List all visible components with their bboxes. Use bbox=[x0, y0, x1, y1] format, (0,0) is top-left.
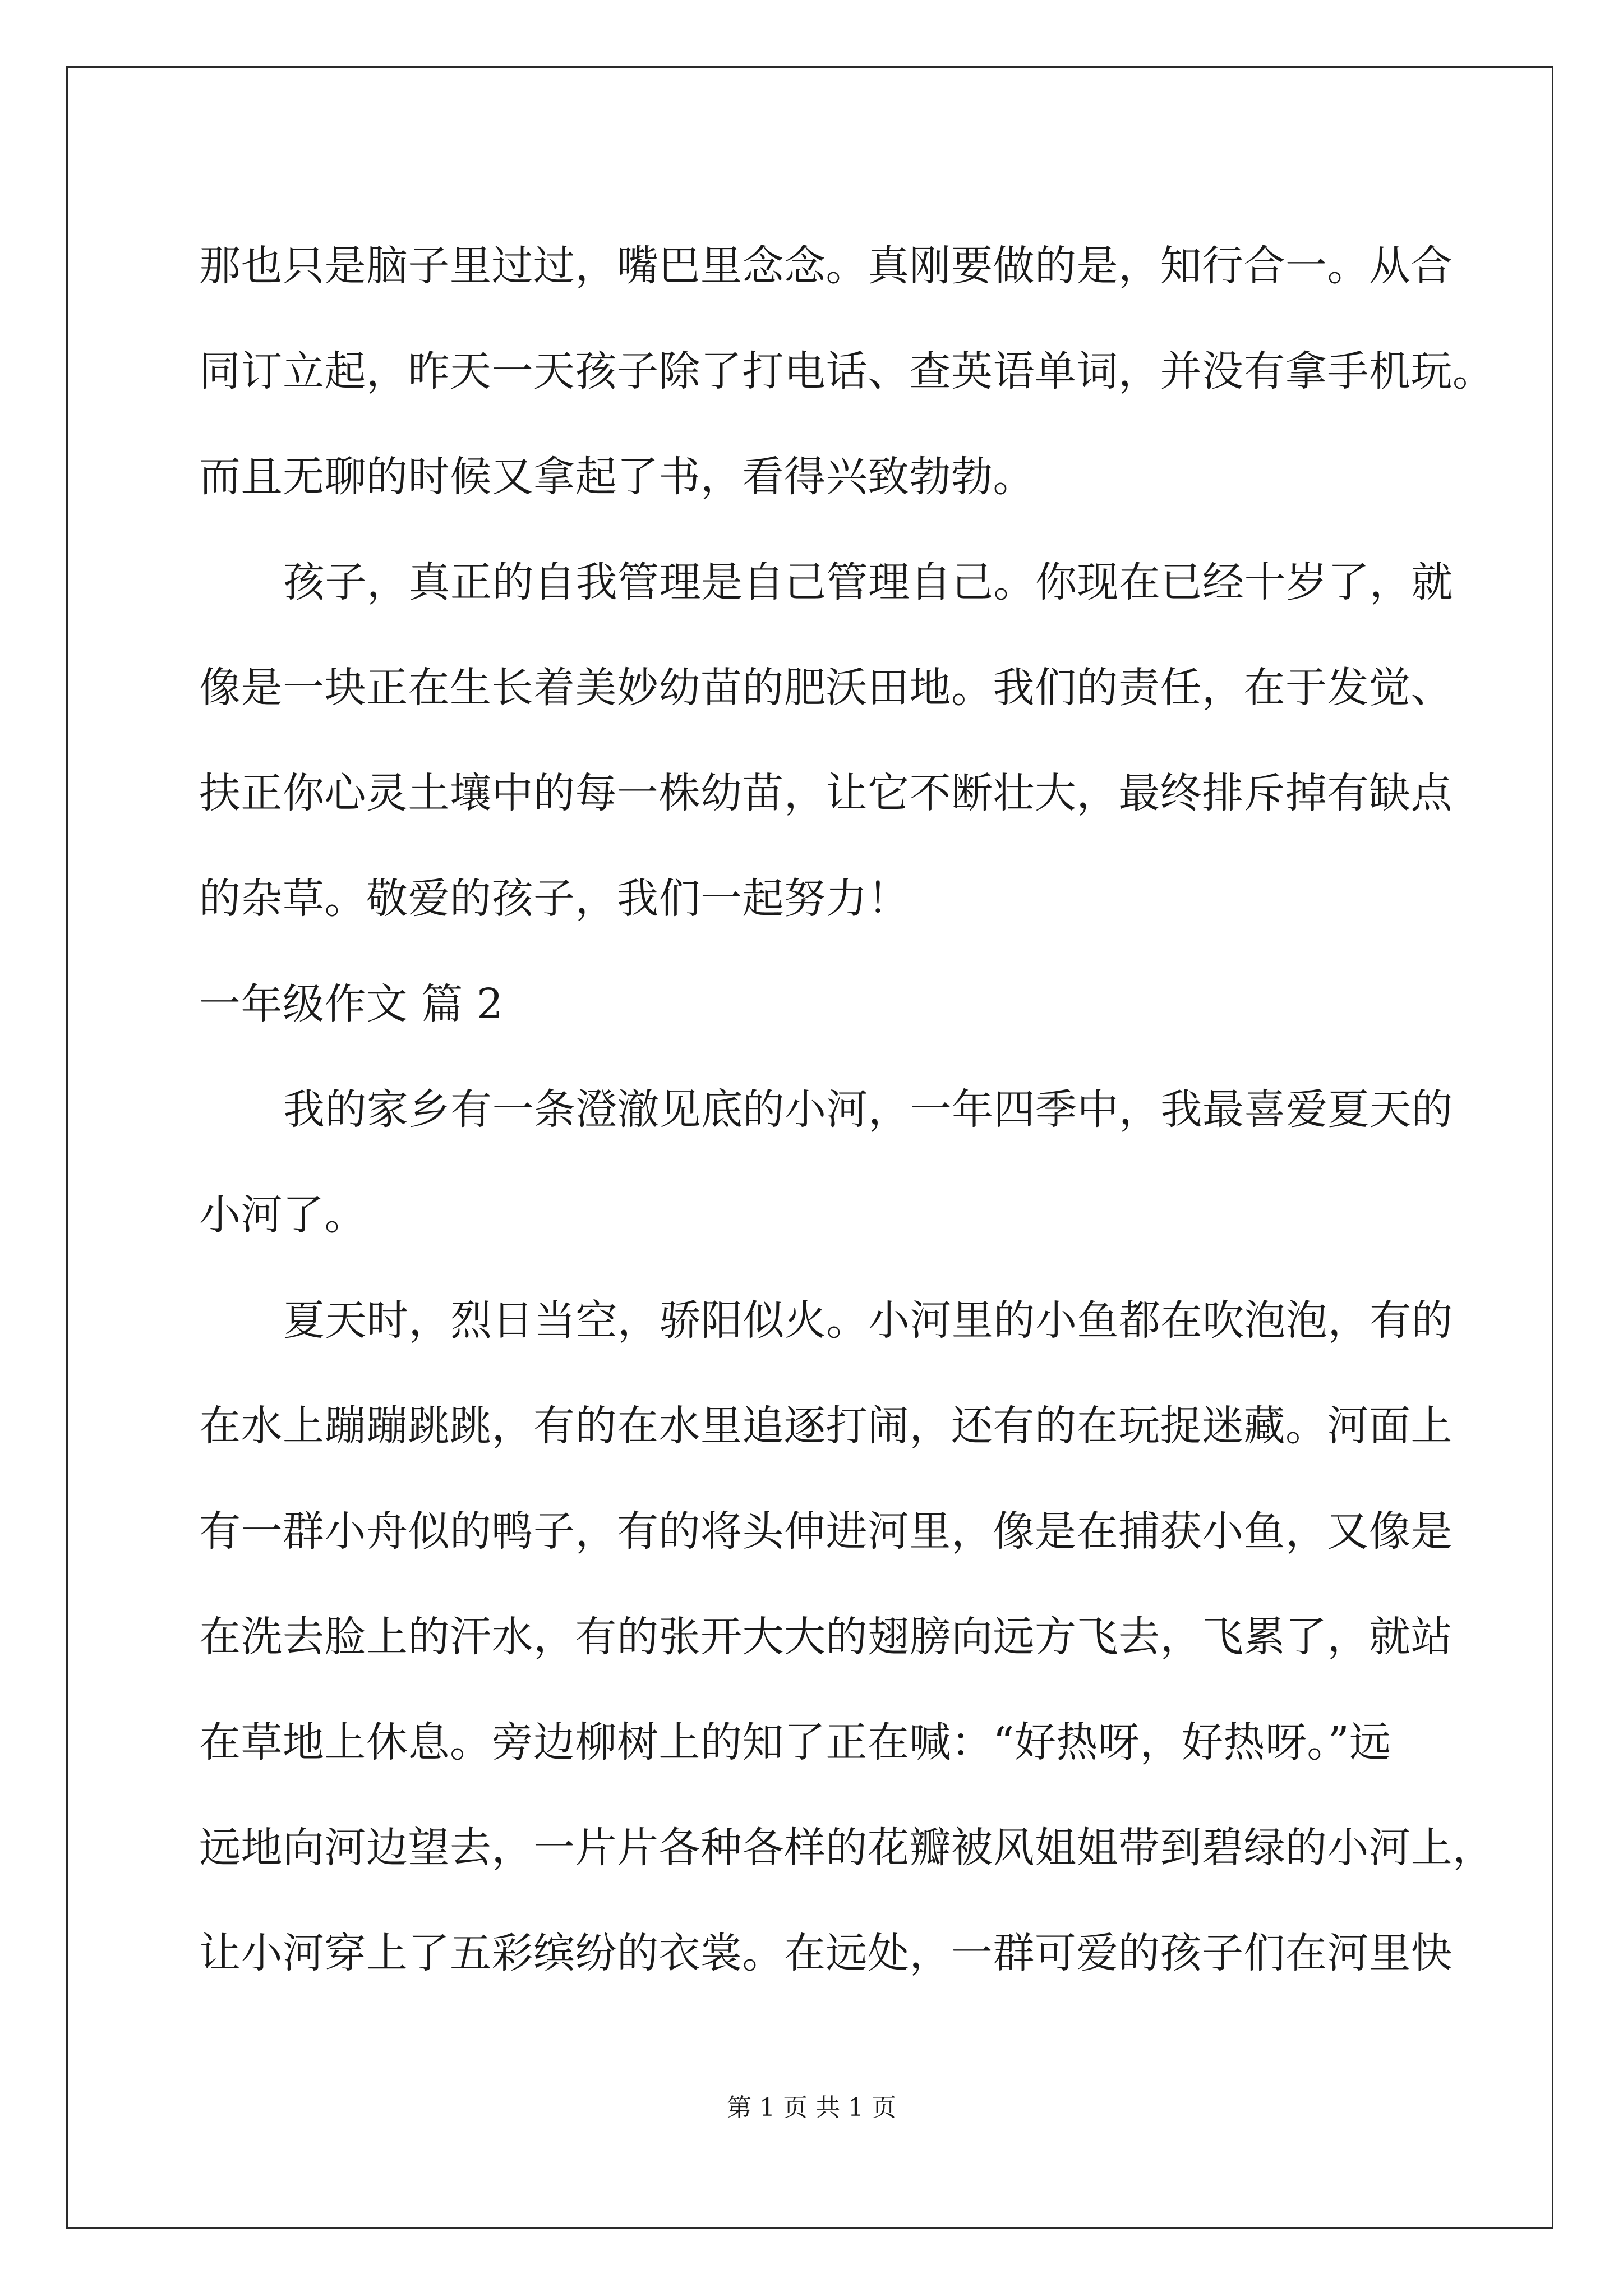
paragraph-start-line: 夏天时，烈日当空，骄阳似火。小河里的小鱼都在吹泡泡，有的 bbox=[283, 1296, 1453, 1345]
text-line: 远地向河边望去，一片片各种各样的花瓣被风姐姐带到碧绿的小河上， bbox=[199, 1824, 1495, 1872]
document-body bbox=[199, 213, 1495, 2006]
text-line: 那也只是脑子里过过，嘴巴里念念。真刚要做的是，知行合一。从合 bbox=[199, 242, 1453, 290]
text-line: 扶正你心灵土壤中的每一株幼苗，让它不断壮大，最终排斥掉有缺点 bbox=[199, 769, 1453, 817]
page-footer: 第 1 页 共 1 页 bbox=[727, 2093, 896, 2122]
text-line: 有一群小舟似的鸭子，有的将头伸进河里，像是在捕获小鱼，又像是 bbox=[199, 1507, 1453, 1556]
text-line: 小河了。 bbox=[199, 1191, 366, 1239]
text-line: 在草地上休息。旁边柳树上的知了正在喊：“好热呀，好热呀。”远 bbox=[199, 1718, 1391, 1766]
text-line: 同订立起，昨天一天孩子除了打电话、查英语单词，并没有拿手机玩。 bbox=[199, 347, 1495, 395]
paragraph-start-line: 我的家乡有一条澄澈见底的小河，一年四季中，我最喜爱夏天的 bbox=[283, 1085, 1453, 1134]
text-line: 在洗去脸上的汗水，有的张开大大的翅膀向远方飞去，飞累了，就站 bbox=[199, 1613, 1453, 1661]
text-line: 像是一块正在生长着美妙幼苗的肥沃田地。我们的责任，在于发觉、 bbox=[199, 664, 1453, 712]
section-heading: 一年级作文 篇 2 bbox=[199, 980, 504, 1028]
text-line: 让小河穿上了五彩缤纷的衣裳。在远处，一群可爱的孩子们在河里快 bbox=[199, 1929, 1453, 1977]
text-line: 而且无聊的时候又拿起了书，看得兴致勃勃。 bbox=[199, 453, 1035, 501]
text-line: 的杂草。敬爱的孩子，我们一起努力！ bbox=[199, 875, 910, 923]
text-line: 在水上蹦蹦跳跳，有的在水里追逐打闹，还有的在玩捉迷藏。河面上 bbox=[199, 1402, 1453, 1450]
paragraph-start-line: 孩子，真正的自我管理是自己管理自己。你现在已经十岁了，就 bbox=[283, 558, 1453, 606]
